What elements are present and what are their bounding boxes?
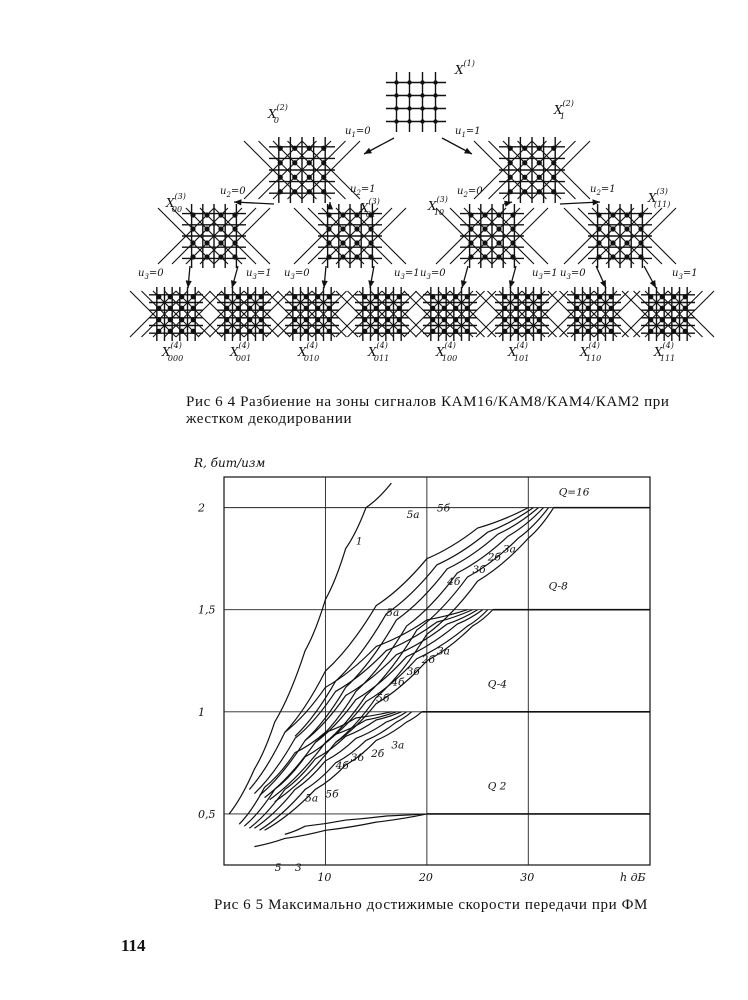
level4-constellation-1	[198, 287, 290, 341]
series-line-2	[295, 508, 533, 737]
level4-edge-label-0: $u_3=0$	[138, 268, 164, 281]
level3-constellation-3	[564, 204, 676, 268]
annotation-10: 3а	[502, 543, 516, 556]
annotation-21: 5б	[325, 788, 339, 801]
annotation-9: 2б	[487, 551, 501, 564]
x-tick-label-0: 10	[317, 871, 332, 884]
annotation-16: 5б	[376, 692, 390, 705]
annotation-12: 3а	[437, 645, 450, 658]
annotation-0: 1	[355, 535, 363, 548]
root-constellation	[386, 72, 446, 132]
level4-arrow-1	[231, 266, 238, 288]
series-line-1	[285, 508, 528, 733]
level3-arrow-3	[560, 199, 600, 205]
annotation-8: 3б	[472, 563, 486, 576]
level3-constellation-2	[436, 204, 548, 268]
level4-edge-label-3: $u_3=1$	[394, 268, 420, 281]
annotation-5: 5а	[406, 508, 420, 521]
level2-label-1: $X^{(2)}$ 1	[554, 99, 574, 121]
x-axis-label: h дБ	[620, 871, 646, 884]
level4-edge-label-1: $u_3=1$	[246, 268, 272, 281]
level3-edge-label-1: $u_2=1$	[350, 184, 376, 197]
plot-frame	[224, 477, 650, 865]
level4-arrow-3	[368, 266, 374, 288]
level4-constellation-3	[336, 287, 428, 341]
y-tick-label-3: 2	[198, 501, 205, 515]
series-line-10	[260, 610, 478, 796]
series-line-12	[270, 610, 488, 800]
level4-label-0: $X^{(4)}$ 000	[162, 341, 184, 363]
annotation-20: 4б	[335, 760, 349, 773]
figure-6-4-caption: Рис 6 4 Разбиение на зоны сигналов КАМ16/КАМ8/КАМ4/КАМ2 при жестком декодировании	[186, 394, 670, 427]
level2-constellation-0	[244, 137, 360, 203]
series-line-22	[285, 814, 427, 834]
page-number: 114	[121, 936, 146, 955]
level3-label-0: $X^{(3)}$ 00	[166, 192, 186, 214]
level4-label-5: $X^{(4)}$ 101	[508, 341, 530, 363]
figure-6-5-chart	[180, 455, 680, 895]
level4-label-4: $X^{(4)}$ 100	[436, 341, 458, 363]
series-line-16	[244, 712, 396, 826]
annotation-3: Q-4	[487, 678, 507, 691]
y-tick-label-0: 0,5	[198, 807, 216, 821]
level4-edge-label-6: $u_3=0$	[560, 268, 586, 281]
level4-arrow-6	[596, 266, 606, 288]
level3-edge-label-0: $u_2=0$	[220, 186, 246, 199]
level4-label-2: $X^{(4)}$ 010	[298, 341, 320, 363]
x-tick-label-2: 30	[520, 871, 535, 884]
level4-label-7: $X^{(4)}$ 111	[654, 341, 676, 363]
level4-label-6: $X^{(4)}$ 110	[580, 341, 602, 363]
level4-edge-label-4: $u_3=0$	[420, 268, 446, 281]
level3-label-2: $X^{(3)}$ 10	[428, 195, 448, 217]
level3-arrow-0	[234, 199, 274, 205]
level3-constellation-1	[294, 204, 406, 268]
level4-arrow-7	[644, 266, 656, 288]
level3-label-1: $X^{(3)}$ 01	[360, 197, 380, 219]
annotation-22: 5а	[305, 792, 319, 805]
annotation-7: 4б	[447, 576, 461, 589]
level4-arrow-5	[509, 266, 516, 288]
annotation-14: 3б	[406, 666, 420, 679]
level4-constellation-0	[130, 287, 222, 341]
x-tick-label-1: 20	[418, 871, 433, 884]
level4-edge-label-7: $u_3=1$	[672, 268, 698, 281]
level3-edge-label-2: $u_2=0$	[457, 186, 483, 199]
level4-label-3: $X^{(4)}$ 011	[368, 341, 390, 363]
annotation-4: Q 2	[487, 780, 507, 793]
annotation-24: 3	[295, 862, 302, 875]
level2-edge-label-0: $u_1=0$	[345, 126, 371, 139]
level3-label-3: $X^{(3)}$ (11)	[648, 187, 671, 209]
annotation-1: Q=16	[558, 486, 590, 499]
level2-edge-label-1: $u_1=1$	[455, 126, 481, 139]
level2-label-0: $X^{(2)}$ 0	[268, 103, 288, 125]
level4-constellation-4	[404, 287, 496, 341]
level4-arrow-2	[322, 266, 328, 288]
level4-edge-label-5: $u_3=1$	[532, 268, 558, 281]
figure-6-5-caption: Рис 6 5 Максимально достижимые скорости передачи при ФМ	[214, 897, 648, 913]
annotation-18: 2б	[371, 747, 385, 760]
level3-edge-label-3: $u_2=1$	[590, 184, 616, 197]
annotation-17: 3а	[391, 739, 405, 752]
series-line-13	[275, 610, 493, 802]
level2-arrow-1	[442, 138, 472, 154]
annotation-13: 2б	[421, 653, 435, 666]
y-tick-label-2: 1,5	[198, 603, 216, 617]
level2-constellation-1	[474, 137, 590, 203]
figure-6-4-partition-tree	[138, 52, 730, 382]
y-tick-label-1: 1	[198, 705, 205, 719]
level3-arrow-2	[504, 201, 512, 207]
annotation-11: 5а	[386, 606, 400, 619]
level4-arrow-0	[186, 266, 192, 288]
annotation-2: Q-8	[548, 580, 568, 593]
y-axis-label: R, бит/изм	[194, 456, 266, 470]
series-line-23	[254, 814, 426, 847]
annotation-6: 5б	[437, 502, 451, 515]
annotation-19: 3б	[350, 751, 364, 764]
series-line-6	[336, 508, 554, 743]
annotation-15: 4б	[391, 676, 405, 689]
root-label: $X^{(1)}$	[455, 59, 475, 77]
level4-edge-label-2: $u_3=0$	[284, 268, 310, 281]
level2-arrow-0	[364, 138, 394, 154]
level4-arrow-4	[461, 266, 468, 288]
series-line-11	[265, 610, 483, 798]
level4-label-1: $X^{(4)}$ 001	[230, 341, 252, 363]
level4-constellation-2	[266, 287, 358, 341]
annotation-23: 5	[274, 862, 282, 875]
level4-constellation-5	[476, 287, 568, 341]
